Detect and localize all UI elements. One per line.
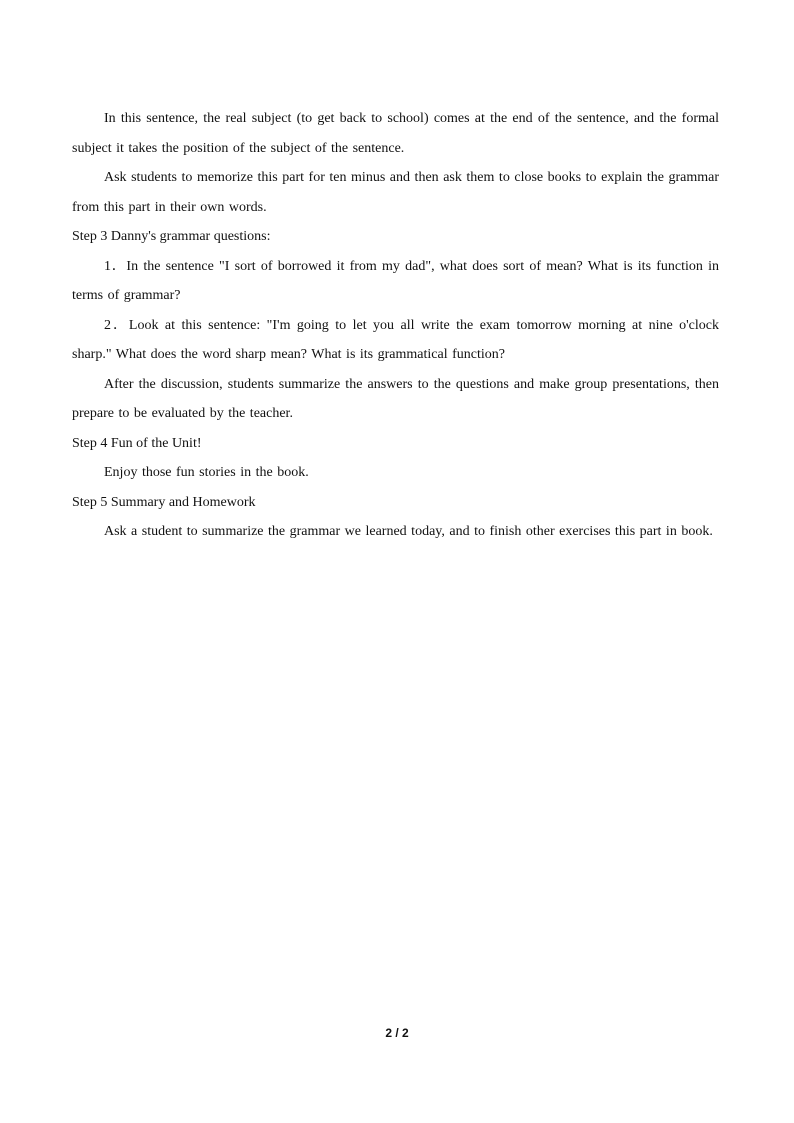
heading-step-3: Step 3 Danny's grammar questions: — [72, 229, 271, 244]
paragraph-discussion: After the discussion, students summarize the answers to the questions and make group presentations, then prepare to be evaluated by the teacher. — [72, 376, 719, 421]
paragraph-memorize-instruction: Ask students to memorize this part for ten minus and then ask them to close books to explain the grammar from this part in their own words. — [72, 170, 719, 215]
document-body — [72, 104, 719, 547]
heading-step-5: Step 5 Summary and Homework — [72, 494, 256, 510]
heading-step-4: Step 4 Fun of the Unit! — [72, 435, 202, 451]
paragraph-real-subject: In this sentence, the real subject (to get back to school) comes at the end of the sentence, and the formal subject it takes the position of the subject of the sentence. — [72, 111, 719, 156]
paragraph-question-1: 1．In the sentence "I sort of borrowed it from my dad", what does sort of mean? What is its function in terms of grammar? — [72, 258, 719, 303]
paragraph-fun-stories: Enjoy those fun stories in the book. — [104, 465, 309, 480]
paragraph-homework: Ask a student to summarize the grammar we learned today, and to finish other exercises this part in book. — [104, 524, 713, 539]
page-number: 2 / 2 — [385, 1026, 409, 1040]
paragraph-question-2: 2．Look at this sentence: "I'm going to let you all write the exam tomorrow morning at nine o'clock sharp." What does the word sharp mean? What is its grammatical function? — [72, 317, 719, 362]
